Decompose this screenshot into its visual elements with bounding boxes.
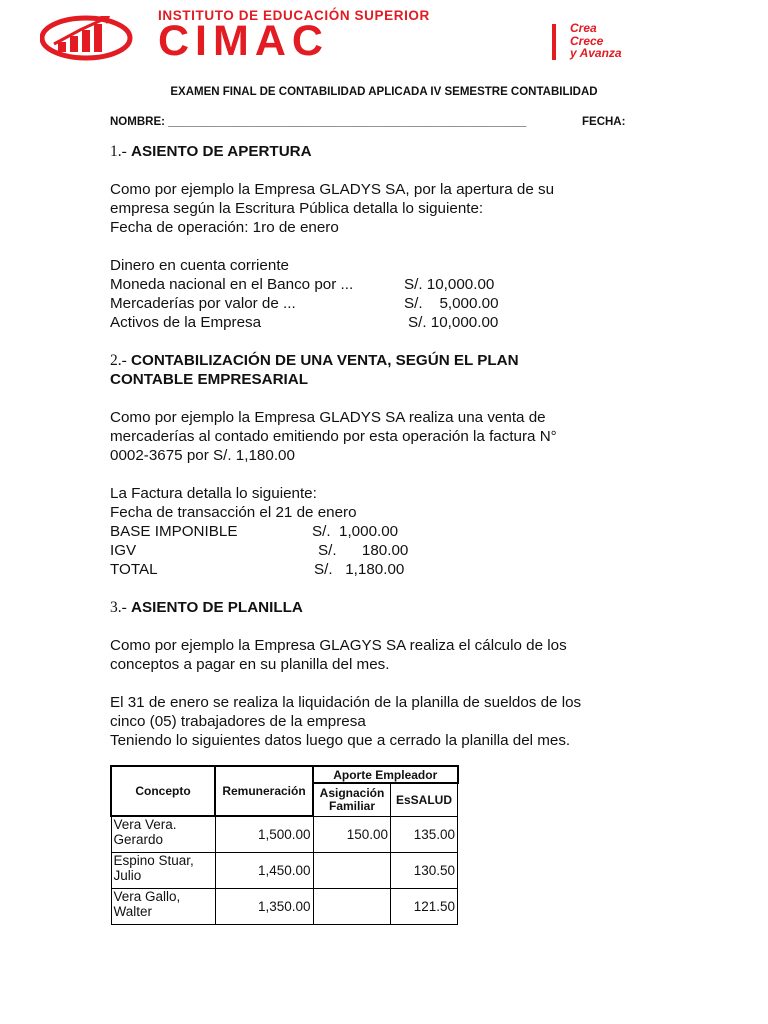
amount-value: S/. 10,000.00 [404,276,495,293]
amount-value: S/. 1,000.00 [312,523,399,540]
section-title-cont: CONTABLE EMPRESARIAL [110,371,309,388]
employee-name [111,852,215,888]
col-remuneracion: Remuneración [215,766,313,816]
slogan [570,22,622,60]
amount-label: Moneda nacional en el Banco por ... [110,276,354,293]
planilla-table [110,765,459,925]
amount-label: Mercaderías por valor de ... [110,295,296,312]
amount-row [110,275,650,294]
paragraph-line: Teniendo lo siguientes datos luego que a cerrado la planilla del mes. [110,732,571,749]
exam-title: EXAMEN FINAL DE CONTABILIDAD APLICADA IV SEMESTRE CONTABILIDAD [170,86,598,98]
institute-name: INSTITUTO DE EDUCACIÓN SUPERIOR [158,8,430,23]
exam-body [110,142,650,750]
table-row [111,852,458,888]
section-title: ASIENTO DE APERTURA [131,143,312,160]
essalud-cell: 121.50 [391,888,458,924]
paragraph-line: La Factura detalla lo siguiente: [110,485,317,502]
col-aporte-empleador: Aporte Empleador [313,766,458,783]
name-line: Vera Gallo, [113,888,181,904]
amount-row [110,522,650,541]
paragraph-line: El 31 de enero se realiza la liquidación de la planilla de sueldos de los [110,694,582,711]
employee-name [111,888,215,924]
paragraph-line: Fecha de transacción el 21 de enero [110,504,357,521]
paragraph-line: Fecha de operación: 1ro de enero [110,219,339,236]
col-asignacion-familiar [313,783,391,816]
amount-row [110,541,650,560]
amount-label: BASE IMPONIBLE [110,523,238,540]
section-2-heading [110,351,650,370]
amount-value: S/. 180.00 [318,542,409,559]
remuneracion-cell: 1,450.00 [215,852,313,888]
amount-value: S/. 1,180.00 [314,561,405,578]
col-concepto: Concepto [111,766,215,816]
amount-row [110,560,650,579]
slogan-line: y Avanza [570,46,622,60]
asignacion-cell [313,888,391,924]
asignacion-cell: 150.00 [313,816,391,852]
name-line: Espino Stuar, [113,852,194,868]
paragraph-line: empresa según la Escritura Pública detalla lo siguiente: [110,200,484,217]
remuneracion-cell: 1,500.00 [215,816,313,852]
essalud-cell: 130.50 [391,852,458,888]
brand-name: CIMAC [158,17,329,65]
slogan-line: Crece [570,33,604,48]
paragraph-line: mercaderías al contado emitiendo por esta operación la factura N° [110,428,557,445]
amount-label: IGV [110,542,137,559]
name-line: Walter [113,903,153,919]
fecha-field: FECHA: [582,116,626,128]
amount-row [110,313,650,332]
name-line: Vera Vera. [113,817,177,832]
col-asignacion-line: Asignación [319,785,385,800]
section-number: 3.- [110,599,127,616]
section-1-heading [110,142,650,161]
section-3-heading [110,598,650,617]
paragraph-line: Como por ejemplo la Empresa GLAGYS SA realiza el cálculo de los [110,637,567,654]
nombre-field: NOMBRE: ________________________________________________________ [110,116,527,128]
section-title: CONTABILIZACIÓN DE UNA VENTA, SEGÚN EL PLAN [131,352,519,369]
table-row [111,888,458,924]
employee-name [111,816,215,852]
paragraph-line: Como por ejemplo la Empresa GLADYS SA realiza una venta de [110,409,546,426]
amount-row [110,294,650,313]
logo-divider [552,24,556,60]
col-essalud: EsSALUD [391,783,458,816]
remuneracion-cell: 1,350.00 [215,888,313,924]
table-row [111,816,458,852]
name-line: Gerardo [113,832,164,847]
slogan-line: Crea [570,21,597,35]
paragraph-line: conceptos a pagar en su planilla del mes. [110,656,390,673]
institute-logo [40,8,720,64]
section-number: 2.- [110,352,127,369]
section-number: 1.- [110,143,127,160]
paragraph-line: Dinero en cuenta corriente [110,257,289,274]
paragraph-line: cinco (05) trabajadores de la empresa [110,713,366,730]
section-title: ASIENTO DE PLANILLA [131,599,303,616]
name-line: Julio [113,867,142,883]
amount-value: S/. 5,000.00 [404,295,499,312]
chart-bars-icon [40,8,150,64]
amount-label: TOTAL [110,561,158,578]
col-asignacion-line: Familiar [328,798,376,813]
asignacion-cell [313,852,391,888]
amount-label: Activos de la Empresa [110,314,262,331]
paragraph-line: Como por ejemplo la Empresa GLADYS SA, por la apertura de su [110,181,555,198]
amount-value: S/. 10,000.00 [408,314,499,331]
essalud-cell: 135.00 [391,816,458,852]
paragraph-line: 0002-3675 por S/. 1,180.00 [110,447,295,464]
